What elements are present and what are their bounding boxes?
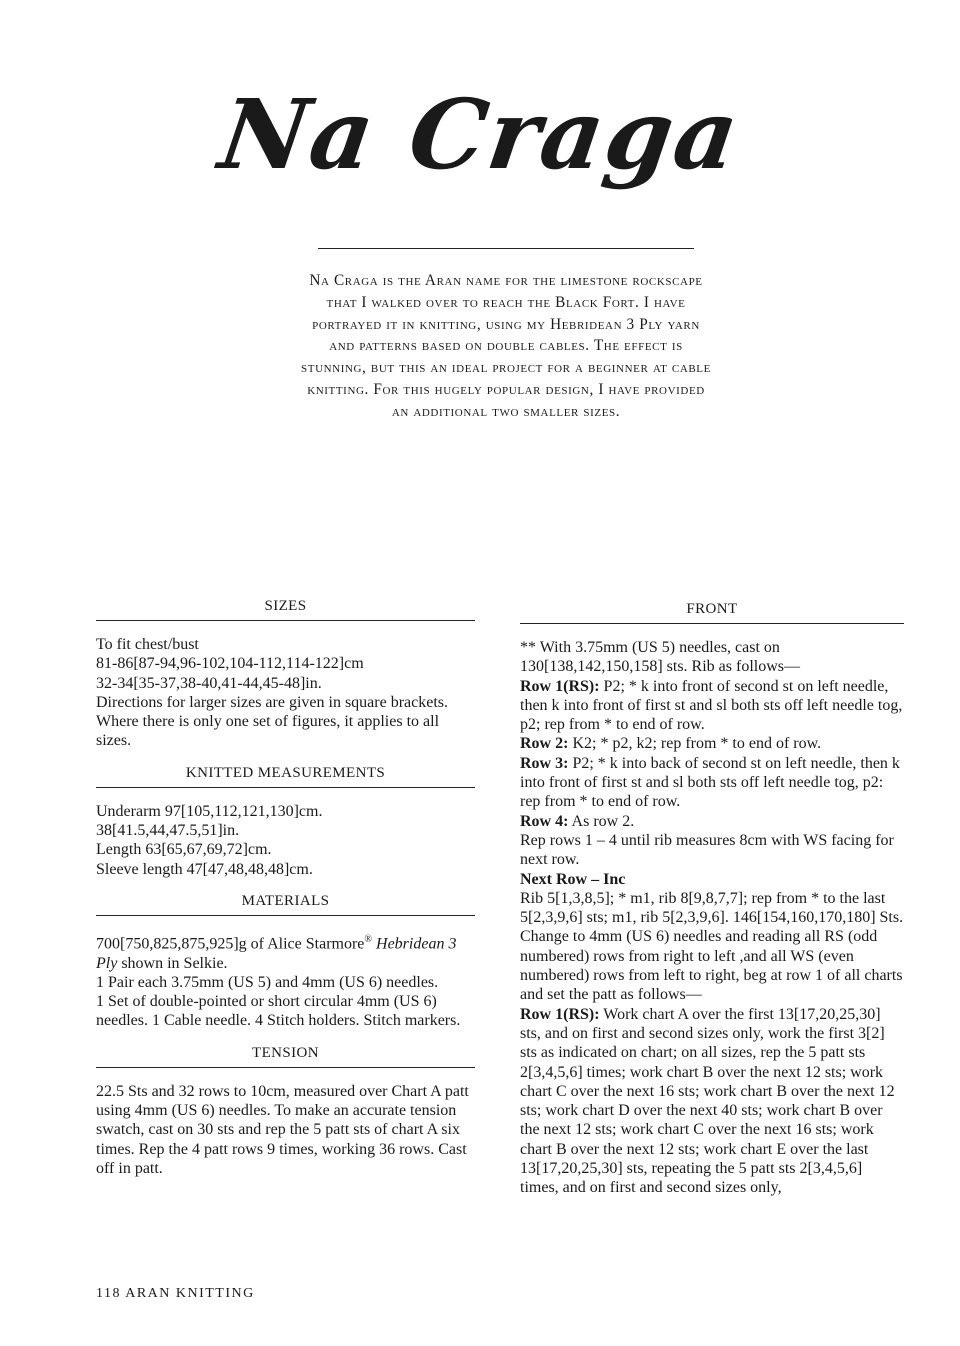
- front-section: [520, 638, 904, 1198]
- row-1-label: Row 1(RS):: [520, 677, 600, 695]
- right-column: [520, 601, 904, 1212]
- chart-row-1-label: Row 1(RS):: [520, 1005, 600, 1023]
- sizes-line: Directions for larger sizes are given in square brackets. Where there is only one set of figures, it applies to all sizes.: [96, 693, 449, 750]
- next-row-label: [520, 870, 904, 889]
- page-title: Na Craga: [213, 78, 747, 191]
- row-1-text: P2; * k into front of second st on left needle, then k into front of first st and sl both sts off left needle tog, p2; rep from * to end of row.: [520, 677, 903, 734]
- yarn-name: Hebridean 3 Ply: [96, 935, 457, 972]
- tension-heading: TENSION: [96, 1045, 475, 1068]
- row-3-label: Row 3:: [520, 754, 569, 772]
- yarn-colour: shown in Selkie.: [117, 954, 228, 972]
- repeat-text: Rep rows 1 – 4 until rib measures 8cm with WS facing for next row.: [520, 831, 894, 869]
- sizes-heading: SIZES: [96, 598, 475, 621]
- measurement-line: Underarm 97[105,112,121,130]cm.: [96, 802, 323, 820]
- measurements-section: [96, 802, 478, 879]
- cast-on-text: ** With 3.75mm (US 5) needles, cast on 130[138,142,150,158] sts. Rib as follows—: [520, 639, 800, 676]
- materials-line: 1 Set of double-pointed or short circular 4mm (US 6) needles. 1 Cable needle. 4 Stitch holders. Stitch markers.: [96, 993, 461, 1030]
- left-column: [96, 598, 478, 1192]
- materials-section: [96, 930, 478, 1031]
- sizes-line: 81-86[87-94,96-102,104-112,114-122]cm: [96, 655, 364, 673]
- yarn-amount: 700[750,825,875,925]g of Alice Starmore: [96, 935, 365, 953]
- materials-line: 1 Pair each 3.75mm (US 5) and 4mm (US 6) needles.: [96, 973, 439, 991]
- next-row-text: Rib 5[1,3,8,5]; * m1, rib 8[9,8,7,7]; rep from * to the last 5[2,3,9,6] sts; m1, rib 5[2,3,9,6]. 146[154,160,170,180] Sts.: [520, 889, 904, 927]
- sizes-line: To fit chest/bust: [96, 636, 199, 653]
- chart-row-1-instruction: [520, 1005, 904, 1198]
- row-2-label: Row 2:: [520, 735, 569, 753]
- row-4-label: Row 4:: [520, 812, 569, 830]
- front-heading: FRONT: [520, 601, 904, 624]
- next-row-label-text: Next Row – Inc: [520, 870, 626, 888]
- title-divider: [318, 248, 694, 249]
- tension-section: [96, 1082, 478, 1178]
- row-4-instruction: [520, 812, 904, 831]
- measurement-line: Sleeve length 47[47,48,48,48]cm.: [96, 860, 313, 878]
- row-2-instruction: [520, 734, 904, 753]
- row-1-instruction: [520, 677, 904, 735]
- row-4-text: As row 2.: [568, 812, 635, 830]
- row-3-text: P2; * k into back of second st on left needle, then k into front of first st and sl both sts off left needle tog, p2: rep from * to end of row.: [520, 754, 900, 811]
- row-3-instruction: [520, 754, 904, 812]
- tension-text: 22.5 Sts and 32 rows to 10cm, measured over Chart A patt using 4mm (US 6) needles. To make an accurate tension swatch, cast on 30 sts and rep the 5 patt sts of chart A six times. Rep the 4 patt rows 9 times, working 36 rows. Cast off in patt.: [96, 1082, 469, 1177]
- materials-yarn: [96, 930, 478, 973]
- materials-heading: MATERIALS: [96, 893, 475, 916]
- row-2-text: K2; * p2, k2; rep from * to end of row.: [568, 735, 822, 753]
- sizes-line: 32-34[35-37,38-40,41-44,45-48]in.: [96, 674, 322, 692]
- measurements-heading: KNITTED MEASUREMENTS: [96, 765, 475, 788]
- change-needles-text: Change to 4mm (US 6) needles and reading all RS (odd numbered) rows from right to left ,and all WS (even numbered) rows from left to right, beg at row 1 of all charts and set the patt as follows—: [520, 928, 903, 1004]
- measurement-line: 38[41.5,44,47.5,51]in.: [96, 822, 240, 840]
- page-footer: 118 ARAN KNITTING: [96, 1286, 255, 1301]
- chart-row-1-text: Work chart A over the first 13[17,20,25,30] sts, and on first and second sizes only, work the first 3[2] sts as indicated on chart; on all sizes, rep the 5 patt sts 2[3,4,5,6] times; work chart B over the next 12 sts; work chart C over the next 16 sts; work chart B over the next 12 sts; work chart D over the next 40 sts; work chart B over the next 12 sts; work chart C over the next 16 sts; work chart B over the next 12 sts; work chart E over the last 13[17,20,25,30] sts, repeating the 5 patt sts 2[3,4,5,6] times, and on first and second sizes only,: [520, 1005, 895, 1197]
- intro-paragraph: Na Craga is the Aran name for the limestone rockscape that I walked over to reach the Black Fort. I have portrayed it in knitting, using my Hebridean 3 Ply yarn and patterns based on double cables. The effect is stunning, but this an ideal project for a beginner at cable knitting. For this hugely popular design, I have provided an additional two smaller sizes.: [301, 272, 711, 420]
- sizes-section: [96, 635, 478, 751]
- measurement-line: Length 63[65,67,69,72]cm.: [96, 841, 272, 859]
- registered-mark: ®: [364, 933, 373, 945]
